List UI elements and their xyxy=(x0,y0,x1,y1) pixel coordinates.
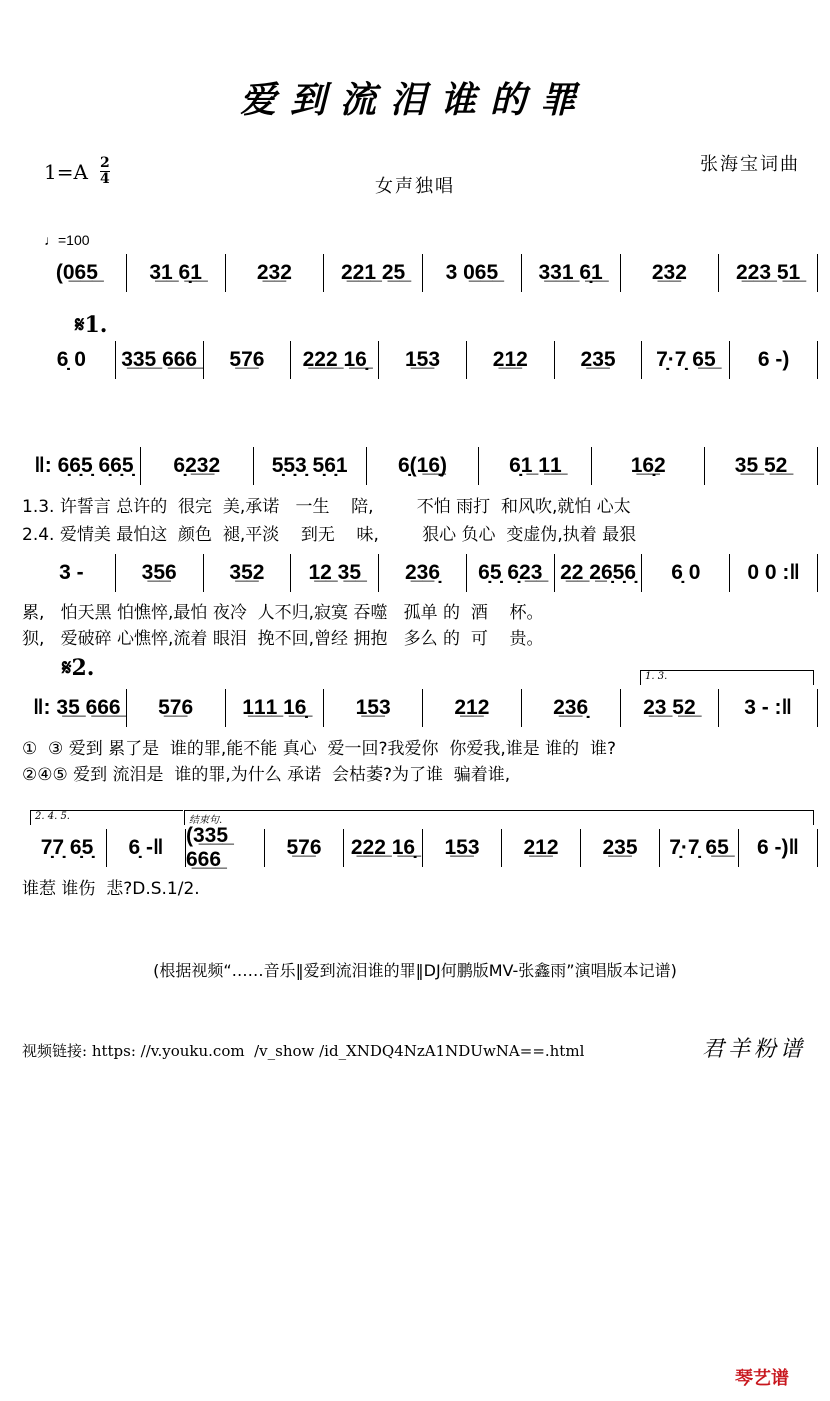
measure: 7̣7̣ 6̣5̣ xyxy=(28,829,107,867)
measure: 1̲5̲3 xyxy=(379,341,467,379)
lyrics-verse-2-4-cont: 狈, 爱破碎 心憔悴,流着 眼泪 挽不回,曾经 拥抱 多么 的 可 贵。 xyxy=(22,629,544,649)
site-logo: 琴艺谱 xyxy=(735,1368,789,1389)
lyrics-verse-1-3: 1.3. 许誓言 总许的 很完 美,承诺 一生 陪, 不怕 雨打 和风吹,就怕 心太 xyxy=(22,497,631,517)
measure: 5̣5̣3̣ 5̣6̣1 xyxy=(254,447,367,485)
measure: 6̣1̲ 1̲1̲ xyxy=(479,447,592,485)
measure: 3̲3̲1̲ 6̣̲1̲ xyxy=(522,254,621,292)
measure: 3 - :‖ xyxy=(719,689,818,727)
measure: 2̲3̲2 xyxy=(226,254,325,292)
staff-row-1 xyxy=(28,254,818,292)
measure: 2̲2̲2̲ 1̲6̣̲ xyxy=(291,341,379,379)
staff-row-3 xyxy=(28,447,818,485)
measure: 7̣·7̣ 6̲5̲ xyxy=(642,341,730,379)
measure: 2̲1̲2 xyxy=(423,689,522,727)
measure: 3̲5̲ 5̲2̲ xyxy=(705,447,818,485)
measure: 2̲3̲5 xyxy=(555,341,643,379)
segno-2: 𝄋2. xyxy=(62,655,95,681)
lyrics-ending: 谁惹 谁伤 悲?D.S.1/2. xyxy=(22,879,200,899)
lyrics-chorus-1: ① ③ 爱到 累了是 谁的罪,能不能 真心 爱一回?我爱你 你爱我,谁是 谁的 谁? xyxy=(22,739,616,759)
segno-1: 𝄋1. xyxy=(75,312,108,338)
measure: (0̲6̲5̲ xyxy=(28,254,127,292)
measure: (3̲3̲5̲ 6̲6̲6̲ xyxy=(186,829,265,867)
staff-row-5 xyxy=(28,689,818,727)
measure: 1̲6̣̲2 xyxy=(592,447,705,485)
volta-2-4-5: 2. 4. 5. xyxy=(30,810,183,825)
measure: 6̣2̲3̲2 xyxy=(141,447,254,485)
measure: 6 -)‖ xyxy=(739,829,818,867)
measure: ‖: 6̣6̣5̣ 6̣6̣5̣ xyxy=(28,447,141,485)
measure: 2̲3̲6̣ xyxy=(379,554,467,592)
staff-row-4 xyxy=(28,554,818,592)
measure: 6̣ 0 xyxy=(642,554,730,592)
measure: 6̣5̣ 6̣2̲3̲ xyxy=(467,554,555,592)
staff-row-2 xyxy=(28,341,818,379)
measure: 5̲7̲6 xyxy=(204,341,292,379)
measure: 2̲3̲5 xyxy=(581,829,660,867)
tempo-marking: ♩=100 xyxy=(44,232,90,248)
time-den: 4 xyxy=(100,171,110,187)
measure: 6 -) xyxy=(730,341,818,379)
measure: ‖: 3̲5̲ 6̲6̲6̲ xyxy=(28,689,127,727)
song-title: 爱到流泪谁的罪 xyxy=(239,79,590,121)
measure: 6̣ 0 xyxy=(28,341,116,379)
measure: 2̲3̲6̣ xyxy=(522,689,621,727)
video-link[interactable]: 视频链接: https: //v.youku.com /v_show /id_XNDQ4NzA1NDUwNA==.html xyxy=(22,1042,585,1060)
measure: 3̲5̲2 xyxy=(204,554,292,592)
measure: 2̲3̲2 xyxy=(621,254,720,292)
measure: 3 - xyxy=(28,554,116,592)
measure: 2̲2̲1̲ 2̲5̲ xyxy=(324,254,423,292)
measure: 3̲3̲5̲ 6̲6̲6̲ xyxy=(116,341,204,379)
key-signature: 1=A xyxy=(44,160,88,184)
measure: 6̣ -‖ xyxy=(107,829,186,867)
lyrics-verse-1-3-cont: 累, 怕天黑 怕憔悴,最怕 夜冷 人不归,寂寞 吞噬 孤单 的 酒 杯。 xyxy=(22,603,544,623)
measure: 1̲5̲3 xyxy=(324,689,423,727)
measure: 2̲2̲3̲ 5̲1̲ xyxy=(719,254,818,292)
measure: 5̲7̲6 xyxy=(265,829,344,867)
measure: 2̲2̲ 2̲6̣5̣6̣ xyxy=(555,554,643,592)
measure: 7̣·7̣ 6̲5̲ xyxy=(660,829,739,867)
measure: 3̲1̲ 6̣̲1̲ xyxy=(127,254,226,292)
measure: 2̲1̲2 xyxy=(467,341,555,379)
time-num: 2 xyxy=(100,155,110,171)
measure: 2̲2̲2̲ 1̲6̣̲ xyxy=(344,829,423,867)
lyrics-verse-2-4: 2.4. 爱情美 最怕这 颜色 褪,平淡 到无 味, 狠心 负心 变虚伪,执着 最狠 xyxy=(22,525,637,545)
measure: 1̲2̲ 3̲5̲ xyxy=(291,554,379,592)
measure: 2̲1̲2 xyxy=(502,829,581,867)
measure: 2̲3̲ 5̲2̲ xyxy=(621,689,720,727)
measure: 6̣(1̲6̣̲) xyxy=(367,447,480,485)
transcription-note: (根据视频“……音乐‖爱到流泪谁的罪‖DJ何鹏版MV-张鑫雨”演唱版本记谱) xyxy=(153,961,677,980)
measure: 5̲7̲6 xyxy=(127,689,226,727)
performer: 女声独唱 xyxy=(375,176,455,197)
volta-ending: 结束句. xyxy=(184,810,814,825)
measure: 0 0 :‖ xyxy=(730,554,818,592)
staff-row-6 xyxy=(28,824,818,871)
measure: 3̲5̲6 xyxy=(116,554,204,592)
lyrics-chorus-2: ②④⑤ 爱到 流泪是 谁的罪,为什么 承诺 会枯萎?为了谁 骗着谁, xyxy=(22,765,511,785)
measure: 1̲5̲3 xyxy=(423,829,502,867)
measure: 1̲1̲1̲ 1̲6̣̲ xyxy=(226,689,325,727)
volta-1-3: 1. 3. xyxy=(640,670,814,685)
transcriber-signature: 君羊粉谱 xyxy=(702,1037,807,1062)
time-signature xyxy=(100,156,110,187)
author: 张海宝词曲 xyxy=(700,154,800,175)
measure: 3 0̲6̲5̲ xyxy=(423,254,522,292)
